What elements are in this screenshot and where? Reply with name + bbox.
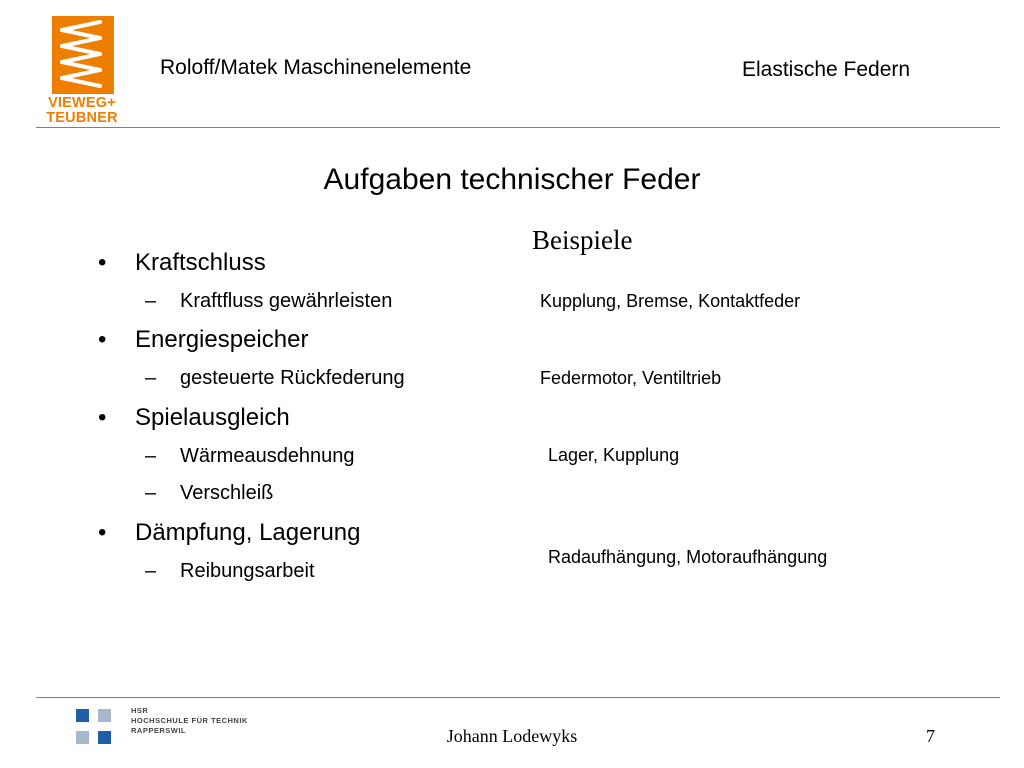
sub-item — [145, 290, 393, 313]
dash-icon: – — [145, 290, 157, 312]
example-item: Lager, Kupplung — [548, 445, 680, 465]
footer-divider — [36, 697, 1000, 698]
publisher-logo — [36, 16, 128, 126]
sub-item — [145, 560, 315, 583]
examples-heading: Beispiele — [532, 225, 633, 255]
example-item: Radaufhängung, Motoraufhängung — [548, 547, 828, 567]
bullet-item — [98, 404, 290, 432]
bullet-label: Spielausgleich — [135, 404, 290, 431]
bullet-item — [98, 326, 309, 354]
bullet-label: Dämpfung, Lagerung — [135, 519, 361, 546]
bullet-item — [98, 249, 266, 277]
sub-item — [145, 445, 355, 468]
bullet-icon: • — [98, 519, 107, 546]
bullet-icon: • — [98, 404, 107, 431]
bullet-label: Energiespeicher — [135, 326, 309, 353]
sub-item-label: Reibungsarbeit — [180, 560, 315, 582]
sub-item-label: Wärmeausdehnung — [180, 445, 355, 467]
sub-item-label: Kraftfluss gewährleisten — [180, 290, 393, 312]
dash-icon: – — [145, 445, 157, 467]
school-name: HSR HOCHSCHULE FÜR TECHNIK RAPPERSWIL — [131, 706, 248, 735]
footer-author: Johann Lodewyks — [446, 726, 578, 746]
bullet-item — [98, 519, 361, 547]
publisher-name-line2: TEUBNER — [46, 110, 118, 126]
dash-icon: – — [145, 482, 157, 504]
example-item: Kupplung, Bremse, Kontaktfeder — [540, 291, 801, 311]
sub-item — [145, 482, 274, 505]
dash-icon: – — [145, 367, 157, 389]
spring-logo-icon — [52, 16, 114, 94]
slide-title: Aufgaben technischer Feder — [323, 163, 701, 196]
header-topic: Elastische Federn — [742, 58, 911, 81]
sub-item — [145, 367, 405, 390]
dash-icon: – — [145, 560, 157, 582]
header-divider — [36, 127, 1000, 128]
bullet-icon: • — [98, 249, 107, 276]
bullet-icon: • — [98, 326, 107, 353]
page-number: 7 — [926, 726, 935, 746]
example-item: Federmotor, Ventiltrieb — [540, 368, 722, 388]
header-title: Roloff/Matek Maschinenelemente — [160, 56, 472, 79]
sub-item-label: gesteuerte Rückfederung — [180, 367, 405, 389]
bullet-label: Kraftschluss — [135, 249, 266, 276]
publisher-name-line1: VIEWEG+ — [48, 95, 116, 111]
sub-item-label: Verschleiß — [180, 482, 274, 504]
